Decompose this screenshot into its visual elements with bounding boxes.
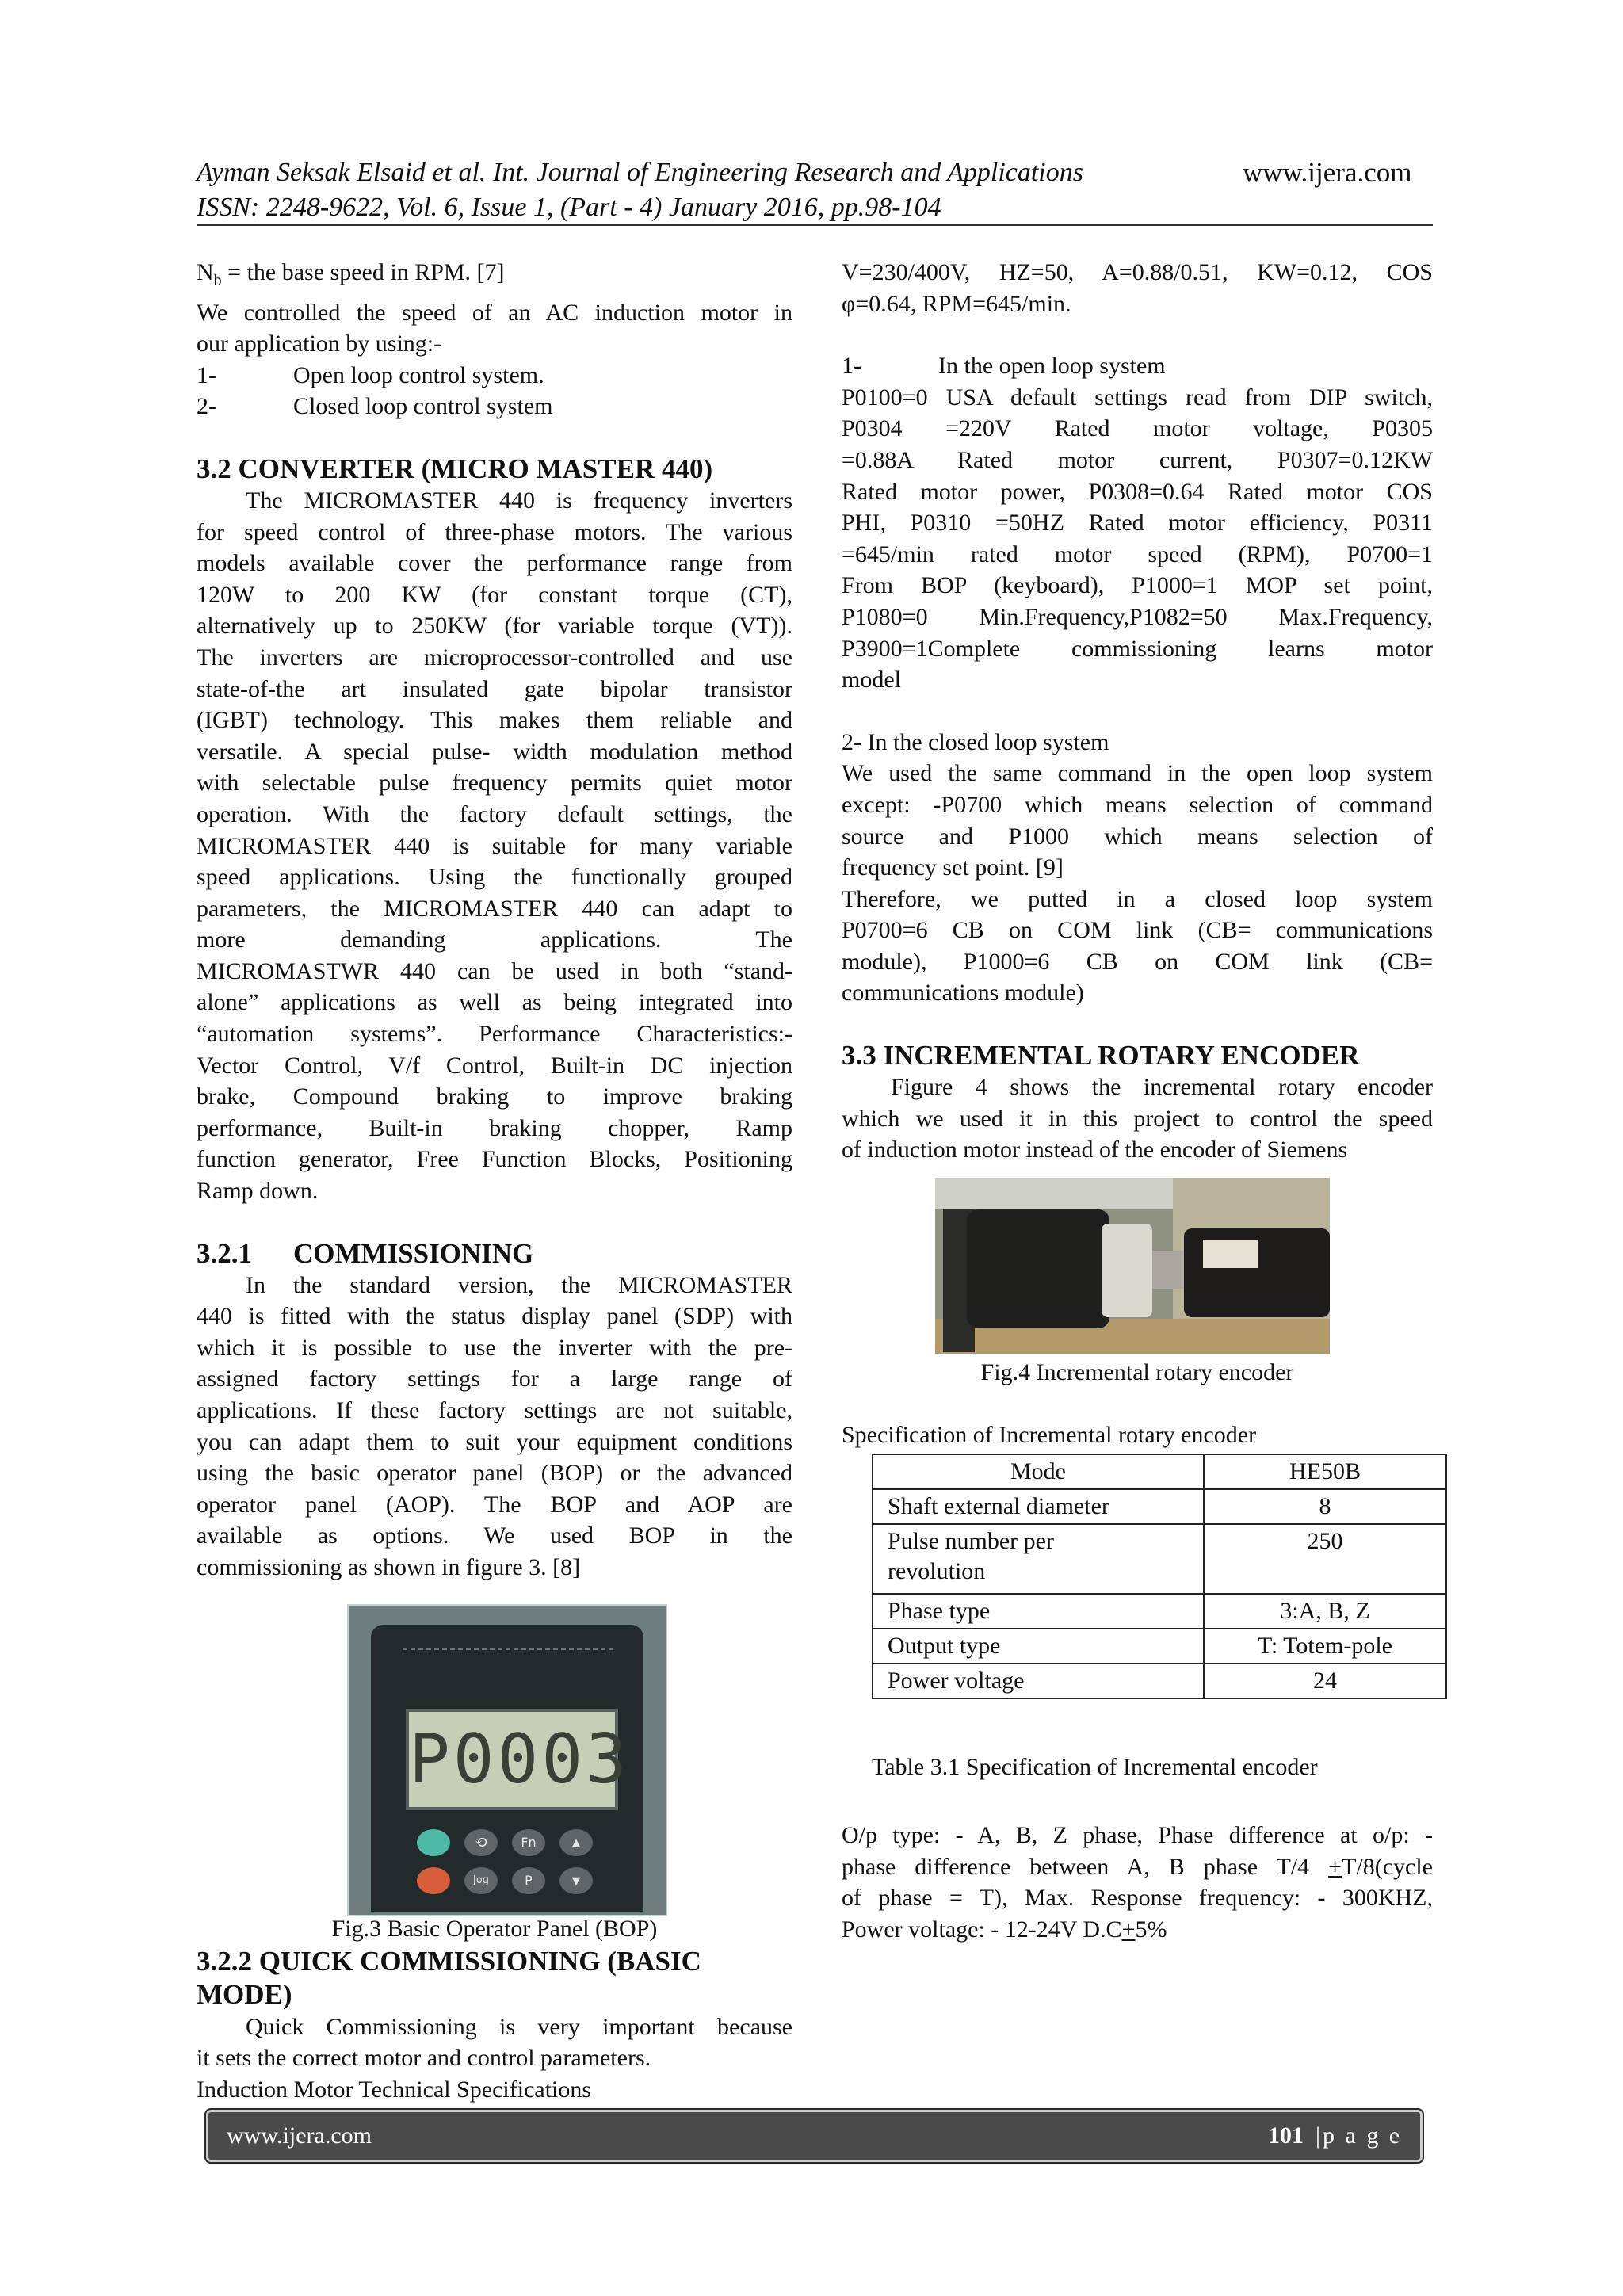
bop-stop-button — [417, 1867, 450, 1894]
running-header-issn: ISSN: 2248-9622, Vol. 6, Issue 1, (Part - 4) January 2016, pp.98-104 — [197, 193, 941, 222]
running-header-journal: Ayman Seksak Elsaid et al. Int. Journal of Engineering Research and Applications — [197, 158, 1083, 187]
right-column — [842, 257, 1433, 1166]
footer-page-number: 101 — [1268, 2122, 1304, 2149]
bop-display: P0003 — [406, 1709, 618, 1810]
footer-page-label: |p a g e — [1316, 2122, 1403, 2149]
table-row: Pulse number per revolution 250 — [873, 1524, 1446, 1594]
closed-loop-heading: 2- In the closed loop system — [842, 728, 1109, 755]
bop-reverse-button: ⟲ — [464, 1829, 498, 1856]
table-caption-wrap — [872, 1752, 1447, 1783]
figure-3-caption: Fig.3 Basic Operator Panel (BOP) — [331, 1916, 658, 1942]
footer-url[interactable]: www.ijera.com — [227, 2122, 372, 2149]
table-title: Specification of Incremental rotary encoder — [842, 1421, 1257, 1448]
figure-3-bop-image — [347, 1604, 667, 1916]
bop-fn-button: Fn — [512, 1829, 545, 1856]
section-3-2-1-heading: 3.2.1 COMMISSIONING — [197, 1237, 534, 1269]
figure-4-encoder-image — [935, 1178, 1330, 1354]
encoder-coupling — [1102, 1224, 1152, 1317]
bop-down-arrow-icon: ▼ — [559, 1867, 593, 1894]
bop-jog-button: Jog — [464, 1867, 498, 1894]
figure-4-caption: Fig.4 Incremental rotary encoder — [980, 1359, 1294, 1385]
section-3-3-heading: 3.3 INCREMENTAL ROTARY ENCODER — [842, 1040, 1360, 1072]
closed-loop-body: We used the same command in the open loop system except: -P0700 which means selection of command source and P1000 which means selection of frequency set point. [9] Therefore, we putted in a closed loop system P0700=6 CB on COM link (CB= communications module), P1000=6 CB on COM link (CB= communications module) — [842, 760, 1433, 1007]
motor-spec-line: φ=0.64, RPM=645/min. — [842, 290, 1071, 317]
section-3-2-heading: 3.2 CONVERTER (MICRO MASTER 440) — [197, 453, 713, 484]
bop-p-button: P — [512, 1867, 545, 1894]
table-row: Output type T: Totem-pole — [873, 1629, 1446, 1664]
open-loop-heading: 1- In the open loop system — [842, 353, 1166, 380]
intro-line: We controlled the speed of an AC induction motor in — [197, 299, 792, 326]
header-rule — [197, 224, 1433, 226]
left-column-lower: Fig.3 Basic Operator Panel (BOP) 3.2.2 QUICK COMMISSIONING (BASIC MODE) Quick Commissioning is very important because it sets the correct motor and control parameters. Induction Motor Technical Specifications — [197, 1913, 792, 2105]
encoder-body — [967, 1209, 1109, 1328]
op-spec-paragraph: O/p type: - A, B, Z phase, Phase difference at o/p: - phase difference between A, B phase T/4 +T/8(cycle of phase = T), Max. Response frequency: - 300KHZ, Power voltage: - 12-24V D.C+5% — [842, 1822, 1433, 1943]
table-row: Mode HE50B — [873, 1454, 1446, 1489]
intro-line: our application by using:- — [197, 330, 442, 357]
table-caption: Table 3.1 Specification of Incremental encoder — [872, 1754, 1318, 1780]
motor-spec-line: V=230/400V, HZ=50, A=0.88/0.51, KW=0.12, COS — [842, 259, 1433, 285]
table-row: Phase type 3:A, B, Z — [873, 1594, 1446, 1629]
running-header-url[interactable]: www.ijera.com — [1243, 157, 1412, 188]
bop-up-arrow-icon: ▲ — [559, 1829, 593, 1856]
section-3-3-body: Figure 4 shows the incremental rotary encoder which we used it in this project to control the speed of induction motor instead of the encoder of Siemens — [842, 1074, 1433, 1163]
bop-run-button — [417, 1829, 450, 1856]
encoder-spec-table — [872, 1454, 1447, 1699]
list-item: 2- Closed loop control system — [197, 393, 553, 420]
nb-definition: $N_b$ = the base speed in RPM. [7] — [197, 259, 505, 289]
footer-bar — [204, 2108, 1424, 2164]
open-loop-body: P0100=0 USA default settings read from DIP switch, P0304 =220V Rated motor voltage, P0305 =0.88A Rated motor current, P0307=0.12KW Rated motor power, P0308=0.64 Rated motor COS PHI, P0310 =50HZ Rated motor efficiency, P0311 =645/min rated motor speed (RPM), P0700=1 From BOP (keyboard), P1000=1 MOP set point, P1080=0 Min.Frequency,P1082=50 Max.Frequency, P3900=1Complete commissioning learns motor model — [842, 384, 1433, 693]
list-item: 1- Open loop control system. — [197, 361, 544, 388]
left-column — [197, 257, 792, 1584]
section-3-2-body: The MICROMASTER 440 is frequency inverters for speed control of three-phase motors. The various models available cover the performance range from 120W to 200 KW (for constant torque (CT), alternatively up to 250KW (for variable torque (VT)). The inverters are microprocessor-controlled and use state-of-the art insulated gate bipolar transistor (IGBT) technology. This makes them reliable and versatile. A special pulse- width modulation method with selectable pulse frequency permits quiet motor operation. With the factory default settings, the MICROMASTER 440 is suitable for many variable speed applications. Using the functionally grouped parameters, the MICROMASTER 440 can adapt to more demanding applications. The MICROMASTWR 440 can be used in both “stand- alone” applications as well as being integrated into “automation systems”. Performance Characteristics:- Vector Control, V/f Control, Built-in DC injection brake, Compound braking to improve braking performance, Built-in braking chopper, Ramp function generator, Free Function Blocks, Positioning Ramp down. — [197, 487, 792, 1205]
table-row: Shaft external diameter 8 — [873, 1489, 1446, 1524]
right-column-lower — [842, 1357, 1433, 1450]
table-row: Power voltage 24 — [873, 1664, 1446, 1698]
section-3-2-1-body: In the standard version, the MICROMASTER 440 is fitted with the status display panel (SDP) with which it is possible to use the inverter with the pre- assigned factory settings for a large range of applications. If these factory settings are not suitable, you can adapt them to suit your equipment conditions using the basic operator panel (BOP) or the advanced operator panel (AOP). The BOP and AOP are available as options. We used BOP in the commissioning as shown in figure 3. [8] — [197, 1271, 792, 1580]
section-3-2-2-heading: 3.2.2 QUICK COMMISSIONING (BASIC — [197, 1945, 701, 1977]
